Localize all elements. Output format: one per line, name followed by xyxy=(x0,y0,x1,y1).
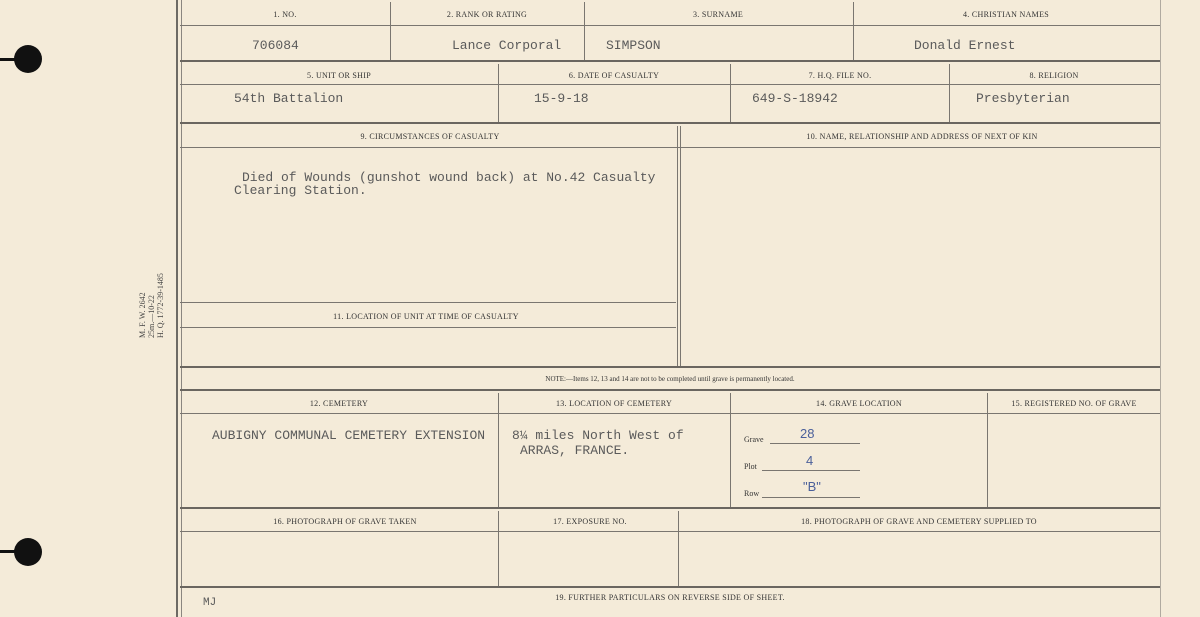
rule xyxy=(770,443,860,444)
right-edge xyxy=(1160,0,1161,617)
rule xyxy=(180,60,1160,62)
divider xyxy=(678,511,679,586)
divider xyxy=(730,64,731,122)
rule xyxy=(762,497,860,498)
grave-label: Grave xyxy=(744,435,764,444)
location-cemetery-line-2: ARRAS, FRANCE. xyxy=(520,443,630,458)
form-code xyxy=(138,273,165,338)
rule xyxy=(762,470,860,471)
row-label: Row xyxy=(744,489,760,498)
form-code-line: H. Q. 1772-39-1485 xyxy=(156,273,165,338)
label-unit: 5. UNIT OR SHIP xyxy=(307,71,371,80)
rule xyxy=(180,122,1160,124)
divider xyxy=(853,2,854,60)
label-registered-no: 15. REGISTERED NO. OF GRAVE xyxy=(1011,399,1137,408)
cemetery-value: AUBIGNY COMMUNAL CEMETERY EXTENSION xyxy=(212,428,486,443)
label-grave-location: 14. GRAVE LOCATION xyxy=(816,399,902,408)
hq-file-value: 649-S-18942 xyxy=(752,91,838,106)
row-value: "B" xyxy=(803,479,821,494)
divider xyxy=(949,64,950,122)
rule xyxy=(180,586,1160,588)
rule xyxy=(180,531,1160,532)
binder-hole-top xyxy=(14,45,42,73)
label-exposure: 17. EXPOSURE NO. xyxy=(553,517,627,526)
divider xyxy=(730,393,731,507)
rule xyxy=(180,389,1160,391)
label-further-particulars: 19. FURTHER PARTICULARS ON REVERSE SIDE OF SHEET. xyxy=(555,593,785,602)
rule xyxy=(180,413,1160,414)
circumstances-line-1: Died of Wounds (gunshot wound back) at No.42 Casualty xyxy=(242,170,656,185)
location-cemetery-line-1: 8¼ miles North West of xyxy=(512,428,684,443)
plot-value: 4 xyxy=(806,453,814,468)
divider xyxy=(498,511,499,586)
label-location-cemetery: 13. LOCATION OF CEMETERY xyxy=(555,399,673,408)
label-next-of-kin: 10. NAME, RELATIONSHIP AND ADDRESS OF NEXT OF KIN xyxy=(806,132,1038,141)
label-rank: 2. RANK OR RATING xyxy=(446,10,528,19)
unit-value: 54th Battalion xyxy=(234,91,344,106)
service-number: 706084 xyxy=(252,38,299,53)
grave-value: 28 xyxy=(800,426,815,441)
label-location-unit: 11. LOCATION OF UNIT AT TIME OF CASUALTY xyxy=(333,312,519,321)
plot-label: Plot xyxy=(744,462,757,471)
rule xyxy=(180,302,676,303)
divider xyxy=(498,64,499,122)
rule xyxy=(180,84,1160,85)
religion-value: Presbyterian xyxy=(976,91,1070,106)
binder-hole-bottom xyxy=(14,538,42,566)
rule xyxy=(180,147,1160,148)
note-text: NOTE:—Items 12, 13 and 14 are not to be completed until grave is permanently located. xyxy=(545,375,795,383)
margin-rule xyxy=(176,0,178,617)
label-circumstances: 9. CIRCUMSTANCES OF CASUALTY xyxy=(360,132,500,141)
divider xyxy=(584,2,585,60)
rule xyxy=(180,366,1160,368)
label-religion: 8. RELIGION xyxy=(1029,71,1079,80)
clerk-initials: MJ xyxy=(203,597,217,609)
label-hq-file: 7. H.Q. FILE NO. xyxy=(808,71,872,80)
divider xyxy=(680,126,681,366)
rule xyxy=(180,507,1160,509)
christian-names-value: Donald Ernest xyxy=(914,38,1016,53)
rank-value: Lance Corporal xyxy=(452,38,562,53)
label-surname: 3. SURNAME xyxy=(692,10,744,19)
divider xyxy=(390,2,391,60)
label-date: 6. DATE OF CASUALTY xyxy=(568,71,660,80)
date-value: 15-9-18 xyxy=(534,91,589,106)
label-photo-taken: 16. PHOTOGRAPH OF GRAVE TAKEN xyxy=(273,517,417,526)
divider xyxy=(987,393,988,507)
divider xyxy=(677,126,678,366)
rule xyxy=(180,327,676,328)
circumstances-line-2: Clearing Station. xyxy=(234,183,367,198)
divider xyxy=(498,393,499,507)
label-cemetery: 12. CEMETERY xyxy=(309,399,369,408)
form-code-line: M. F. W. 2642 xyxy=(138,292,147,338)
rule xyxy=(180,25,1160,26)
surname-value: SIMPSON xyxy=(606,38,661,53)
label-no: 1. NO. xyxy=(273,10,297,19)
label-christian-names: 4. CHRISTIAN NAMES xyxy=(962,10,1050,19)
form-code-line: 25m.—10-22 xyxy=(147,295,156,338)
label-photo-supplied: 18. PHOTOGRAPH OF GRAVE AND CEMETERY SUPPLIED TO xyxy=(801,517,1037,526)
margin-rule-inner xyxy=(181,0,182,617)
